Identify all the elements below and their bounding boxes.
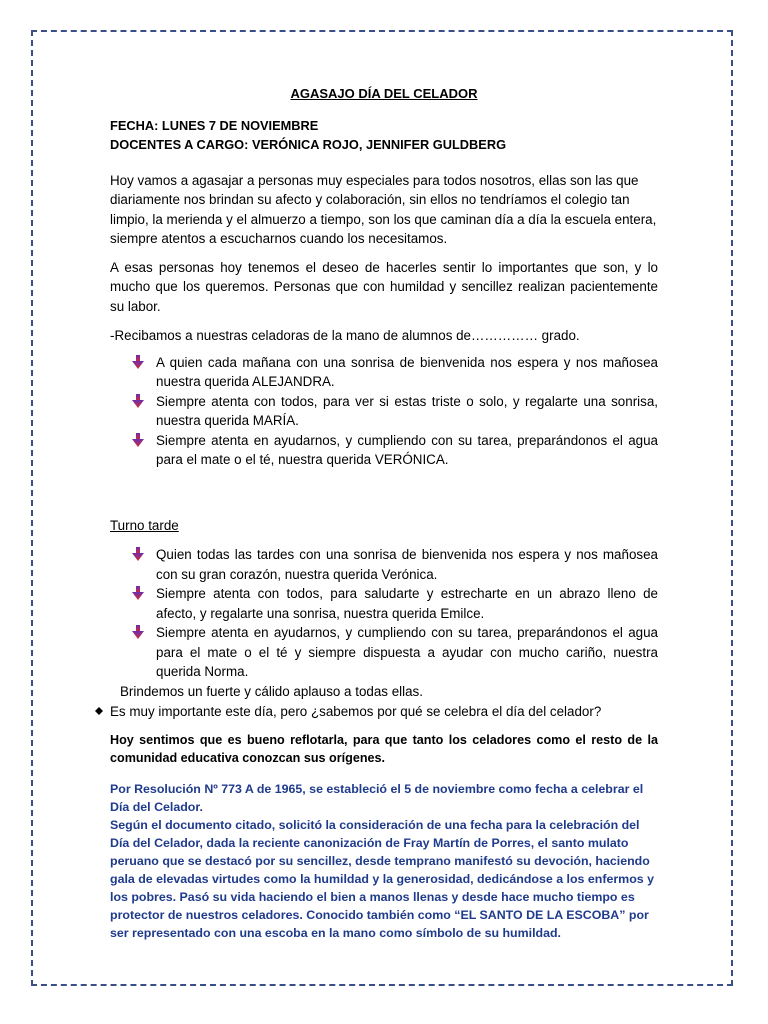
- list-item: [156, 392, 658, 431]
- list-item: [156, 623, 658, 682]
- list-item-text: Siempre atenta en ayudarnos, y cumpliendo con su tarea, preparándonos el agua para el mate o el té y siempre dispuesta a ayudar con mucho cariño, nuestra querida Norma.: [156, 625, 658, 679]
- list-item: [156, 584, 658, 623]
- brindemos-line: Brindemos un fuerte y cálido aplauso a todas ellas.: [120, 683, 423, 699]
- question-row: [110, 702, 658, 722]
- docentes-line: DOCENTES A CARGO: VERÓNICA ROJO, JENNIFER GULDBERG: [110, 136, 507, 152]
- list-item-text: Siempre atenta con todos, para saludarte y estrecharte en un abrazo lleno de afecto, y regalarte una sonrisa, nuestra querida Emilce.: [156, 586, 658, 621]
- arrow-down-icon: [132, 586, 144, 600]
- list-item-text: Quien todas las tardes con una sonrisa de bienvenida nos espera y nos mañosea con su gran corazón, nuestra querida Verónica.: [156, 547, 658, 582]
- diamond-icon: [95, 707, 103, 715]
- arrow-down-icon: [132, 433, 144, 447]
- fecha-line: FECHA: LUNES 7 DE NOVIEMBRE: [110, 117, 319, 133]
- morning-list: [110, 353, 658, 470]
- afternoon-list: [110, 545, 658, 682]
- document-title: AGASAJO DÍA DEL CELADOR: [290, 86, 478, 101]
- history-resolution: Por Resolución Nº 773 A de 1965, se estableció el 5 de noviembre como fecha a celebrar el Día del Celador.: [110, 781, 644, 814]
- bold-paragraph: Hoy sentimos que es bueno reflotarla, para que tanto los celadores como el resto de la comunidad educativa conozcan sus orígenes.: [110, 732, 658, 765]
- second-paragraph: A esas personas hoy tenemos el deseo de hacerles sentir lo importantes que son, y lo mucho que los queremos. Personas que con humildad y sencillez realizan pacientemente su labor.: [110, 259, 658, 314]
- list-item-text: Siempre atenta en ayudarnos, y cumpliendo con su tarea, preparándonos el agua para el mate o el té, nuestra querida VERÓNICA.: [156, 432, 658, 467]
- list-item: [156, 353, 658, 392]
- arrow-down-icon: [132, 625, 144, 639]
- list-item-text: A quien cada mañana con una sonrisa de bienvenida nos espera y nos mañosea nuestra querida ALEJANDRA.: [156, 354, 658, 389]
- recibamos-line: -Recibamos a nuestras celadoras de la mano de alumnos de…………… grado.: [110, 328, 580, 343]
- question-text: Es muy importante este día, pero ¿sabemos por qué se celebra el día del celador?: [110, 704, 602, 719]
- arrow-down-icon: [132, 355, 144, 369]
- list-item-text: Siempre atenta con todos, para ver si estas triste o solo, y regalarte una sonrisa, nuestra querida MARÍA.: [156, 393, 658, 428]
- turno-tarde-heading: Turno tarde: [110, 517, 179, 533]
- arrow-down-icon: [132, 547, 144, 561]
- list-item: [156, 545, 658, 584]
- document-body: [110, 84, 658, 942]
- meta-block: [110, 116, 658, 154]
- arrow-down-icon: [132, 394, 144, 408]
- intro-paragraph: Hoy vamos a agasajar a personas muy especiales para todos nosotros, ellas son las que diariamente nos brindan su afecto y colaboración, sin ellos no tendríamos el colegio tan limpio, la merienda y el almuerzo a tiempo, son los que caminan día a día la escuela entera, siempre atentos a escucharnos cuando los necesitamos.: [110, 172, 657, 246]
- list-item: [156, 431, 658, 470]
- history-paragraph: Según el documento citado, solicitó la consideración de una fecha para la celebración del Día del Celador, dada la reciente canonización de Fray Martín de Porres, el santo mulato peruano que se destacó por su sencillez, desde temprano manifestó su devoción, haciendo gala de elevadas virtudes como la humildad y la generosidad, dedicándose a los enfermos y los pobres. Pasó su vida haciendo el bien a manos llenas y desde hace mucho tiempo es protector de nuestros celadores. Conocido también como “EL SANTO DE LA ESCOBA” por ser representado con una escoba en la mano como símbolo de su humildad.: [110, 817, 654, 940]
